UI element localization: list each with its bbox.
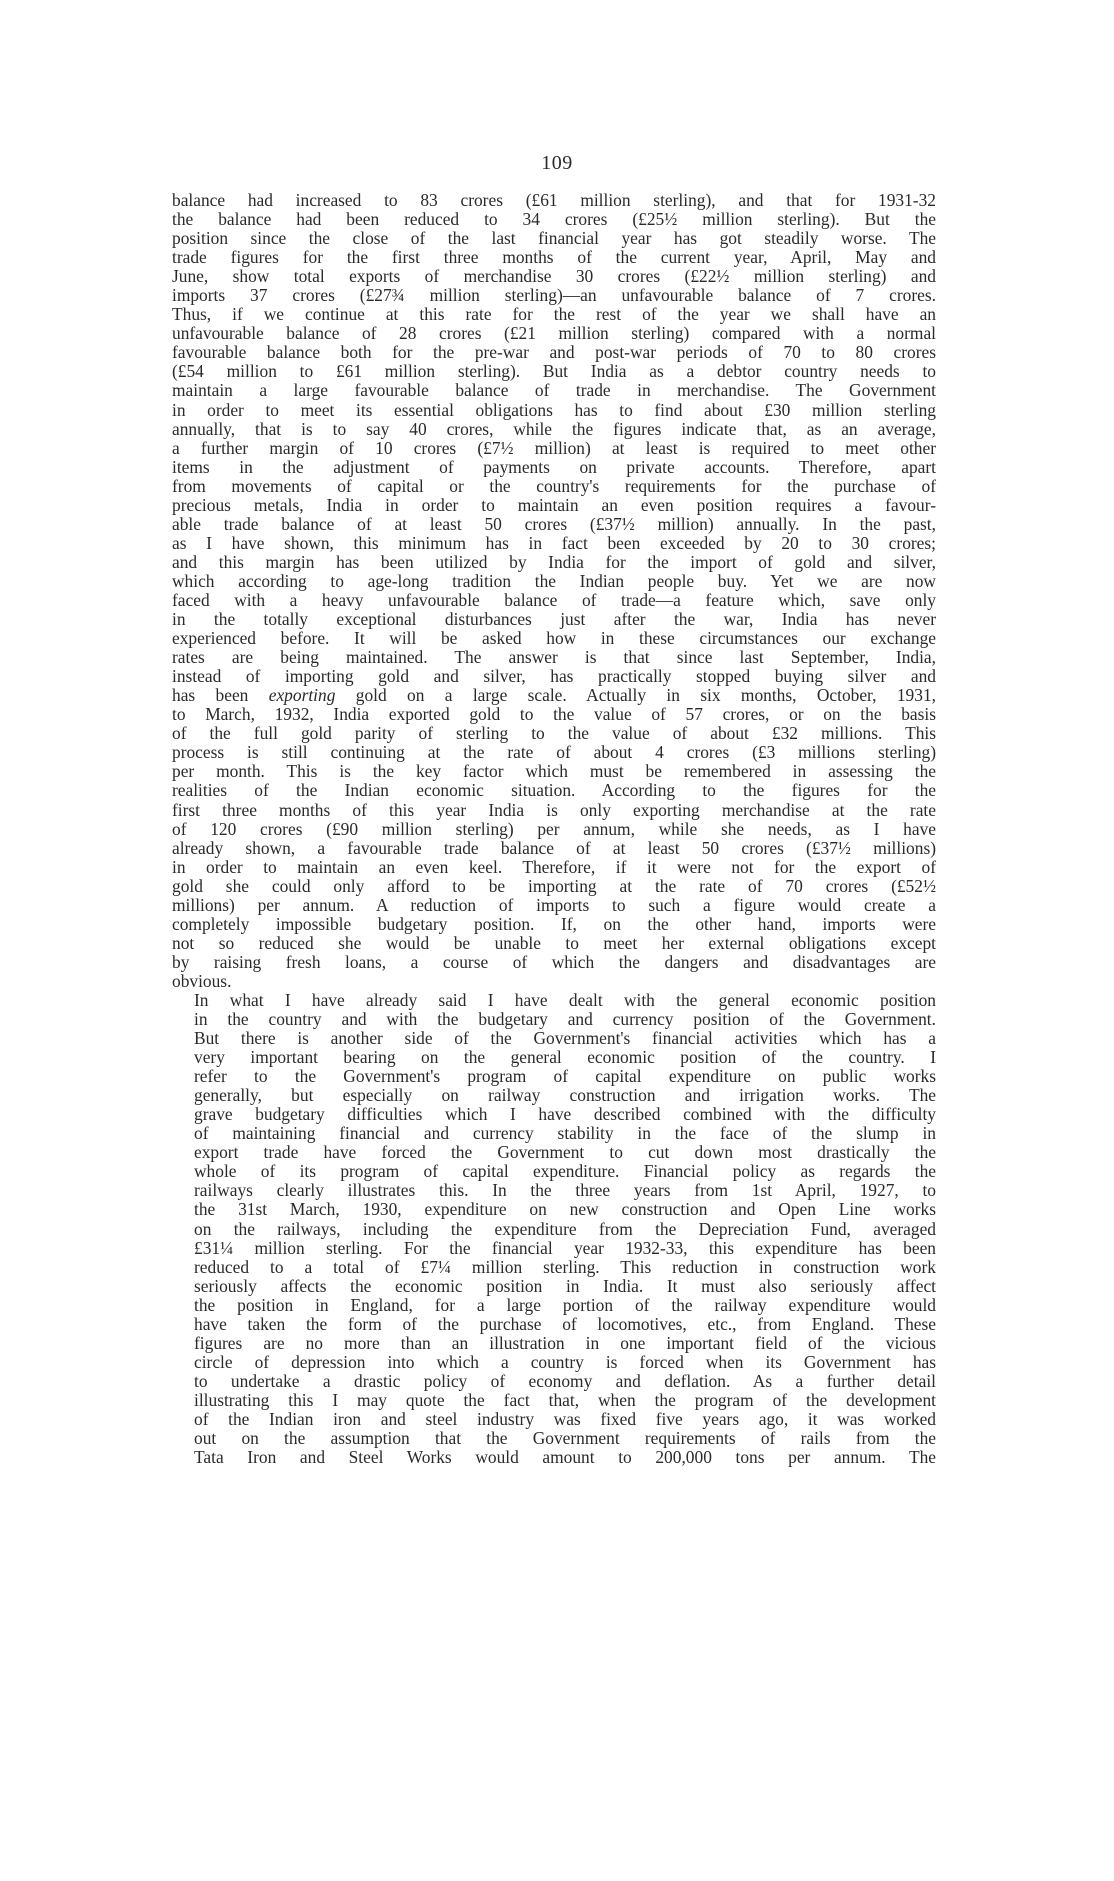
text-line: experienced before. It will be asked how in these circumstances our exchange	[172, 628, 936, 649]
text-line: already shown, a favourable trade balance of at least 50 crores (£37½ millions)	[172, 837, 936, 858]
text-line: a further margin of 10 crores (£7½ million) at least is required to meet other	[172, 437, 936, 458]
text-line: the position in England, for a large portion of the railway expenditure would	[194, 1294, 936, 1315]
text-line: maintain a large favourable balance of trade in merchandise. The Government	[172, 380, 936, 401]
text-line: of maintaining financial and currency stability in the face of the slump in	[194, 1123, 936, 1144]
text-line: instead of importing gold and silver, has practically stopped buying silver and	[172, 666, 936, 687]
text-line: position since the close of the last financial year has got steadily worse. The	[172, 228, 936, 249]
text-line: in order to maintain an even keel. Therefore, if it were not for the export of	[172, 856, 936, 877]
text-line: completely impossible budgetary position. If, on the other hand, imports were	[172, 913, 936, 934]
text-line: in order to meet its essential obligations has to find about £30 million sterling	[172, 399, 936, 420]
text-line: trade figures for the first three months of the current year, April, May and	[172, 247, 936, 268]
emphasized-word: exporting	[268, 685, 336, 706]
page-number: 109	[541, 152, 573, 174]
paragraph-1	[172, 191, 936, 991]
text-line: which according to age-long tradition the Indian people buy. Yet we are now	[172, 570, 936, 591]
text-line: from movements of capital or the country's requirements for the purchase of	[172, 475, 936, 496]
text-line: of the full gold parity of sterling to the value of about £32 millions. This	[172, 723, 936, 744]
text-line: out on the assumption that the Government requirements of rails from the	[194, 1428, 936, 1449]
text-line: as I have shown, this minimum has in fact been exceeded by 20 to 30 crores;	[172, 532, 936, 553]
text-line: gold she could only afford to be importing at the rate of 70 crores (£52½	[172, 875, 936, 896]
text-line: has been exporting gold on a large scale. Actually in six months, October, 1931,	[172, 685, 936, 706]
text-line: millions) per annum. A reduction of imports to such a figure would create a	[172, 894, 936, 915]
text-line: the balance had been reduced to 34 crores (£25½ million sterling). But the	[172, 209, 936, 230]
text-line: on the railways, including the expenditure from the Depreciation Fund, averaged	[194, 1218, 936, 1239]
text-line: process is still continuing at the rate of about 4 crores (£3 millions sterling)	[172, 742, 936, 763]
text-line: Tata Iron and Steel Works would amount to 200,000 tons per annum. The	[194, 1447, 936, 1468]
text-line: generally, but especially on railway construction and irrigation works. The	[194, 1085, 936, 1106]
text-line: precious metals, India in order to maintain an even position requires a favour-	[172, 494, 936, 515]
text-line: items in the adjustment of payments on private accounts. Therefore, apart	[172, 456, 936, 477]
text-line: grave budgetary difficulties which I have described combined with the difficulty	[194, 1104, 936, 1125]
text-line: illustrating this I may quote the fact that, when the program of the development	[194, 1389, 936, 1410]
body-text	[172, 191, 936, 1467]
text-line: obvious.	[172, 970, 232, 991]
text-line: export trade have forced the Government to cut down most drastically the	[194, 1142, 936, 1163]
text-line: circle of depression into which a country is forced when its Government has	[194, 1351, 936, 1372]
text-line: But there is another side of the Government's financial activities which has a	[194, 1028, 936, 1049]
text-line: in the country and with the budgetary and currency position of the Government.	[194, 1009, 936, 1030]
text-line: to undertake a drastic policy of economy and deflation. As a further detail	[194, 1370, 936, 1391]
text-line: not so reduced she would be unable to meet her external obligations except	[172, 932, 936, 953]
text-line: faced with a heavy unfavourable balance of trade—a feature which, save only	[172, 589, 936, 610]
text-line: of 120 crores (£90 million sterling) per annum, while she needs, as I have	[172, 818, 936, 839]
text-line: reduced to a total of £7¼ million sterling. This reduction in construction work	[194, 1256, 936, 1277]
text-line: of the Indian iron and steel industry was fixed five years ago, it was worked	[194, 1409, 936, 1429]
text-line: Thus, if we continue at this rate for the rest of the year we shall have an	[172, 304, 936, 325]
text-line: favourable balance both for the pre-war and post-war periods of 70 to 80 crores	[172, 342, 936, 363]
text-line: balance had increased to 83 crores (£61 million sterling), and that for 1931-32	[172, 190, 936, 210]
text-line: annually, that is to say 40 crores, while the figures indicate that, as an average,	[172, 418, 936, 439]
text-line: very important bearing on the general economic position of the country. I	[194, 1047, 936, 1068]
text-line: in the totally exceptional disturbances just after the war, India has never	[172, 609, 936, 630]
text-line: whole of its program of capital expenditure. Financial policy as regards the	[194, 1161, 936, 1182]
text-line: able trade balance of at least 50 crores (£37½ million) annually. In the past,	[172, 513, 936, 534]
text-line: have taken the form of the purchase of locomotives, etc., from England. These	[194, 1313, 936, 1334]
text-line: (£54 million to £61 million sterling). But India as a debtor country needs to	[172, 361, 936, 382]
text-line: imports 37 crores (£27¾ million sterling)—an unfavourable balance of 7 crores.	[172, 285, 936, 306]
text-line: In what I have already said I have dealt with the general economic position	[194, 989, 936, 1010]
text-line: per month. This is the key factor which must be remembered in assessing the	[172, 761, 936, 782]
paragraph-2	[172, 991, 936, 1467]
text-line: first three months of this year India is only exporting merchandise at the rate	[172, 799, 936, 820]
text-line: seriously affects the economic position in India. It must also seriously affect	[194, 1275, 936, 1296]
text-line: by raising fresh loans, a course of which the dangers and disadvantages are	[172, 951, 936, 972]
text-line: railways clearly illustrates this. In the three years from 1st April, 1927, to	[194, 1180, 936, 1201]
text-line: the 31st March, 1930, expenditure on new construction and Open Line works	[194, 1199, 936, 1220]
text-line: and this margin has been utilized by India for the import of gold and silver,	[172, 551, 936, 572]
text-line: June, show total exports of merchandise 30 crores (£22½ million sterling) and	[172, 266, 936, 287]
text-line: rates are being maintained. The answer is that since last September, India,	[172, 647, 936, 668]
text-line: realities of the Indian economic situation. According to the figures for the	[172, 780, 936, 801]
text-line: £31¼ million sterling. For the financial year 1932-33, this expenditure has been	[194, 1237, 936, 1258]
text-line: refer to the Government's program of capital expenditure on public works	[194, 1066, 936, 1087]
text-line: figures are no more than an illustration in one important field of the vicious	[194, 1332, 936, 1353]
text-line: to March, 1932, India exported gold to the value of 57 crores, or on the basis	[172, 704, 936, 725]
text-line: unfavourable balance of 28 crores (£21 million sterling) compared with a normal	[172, 323, 936, 344]
